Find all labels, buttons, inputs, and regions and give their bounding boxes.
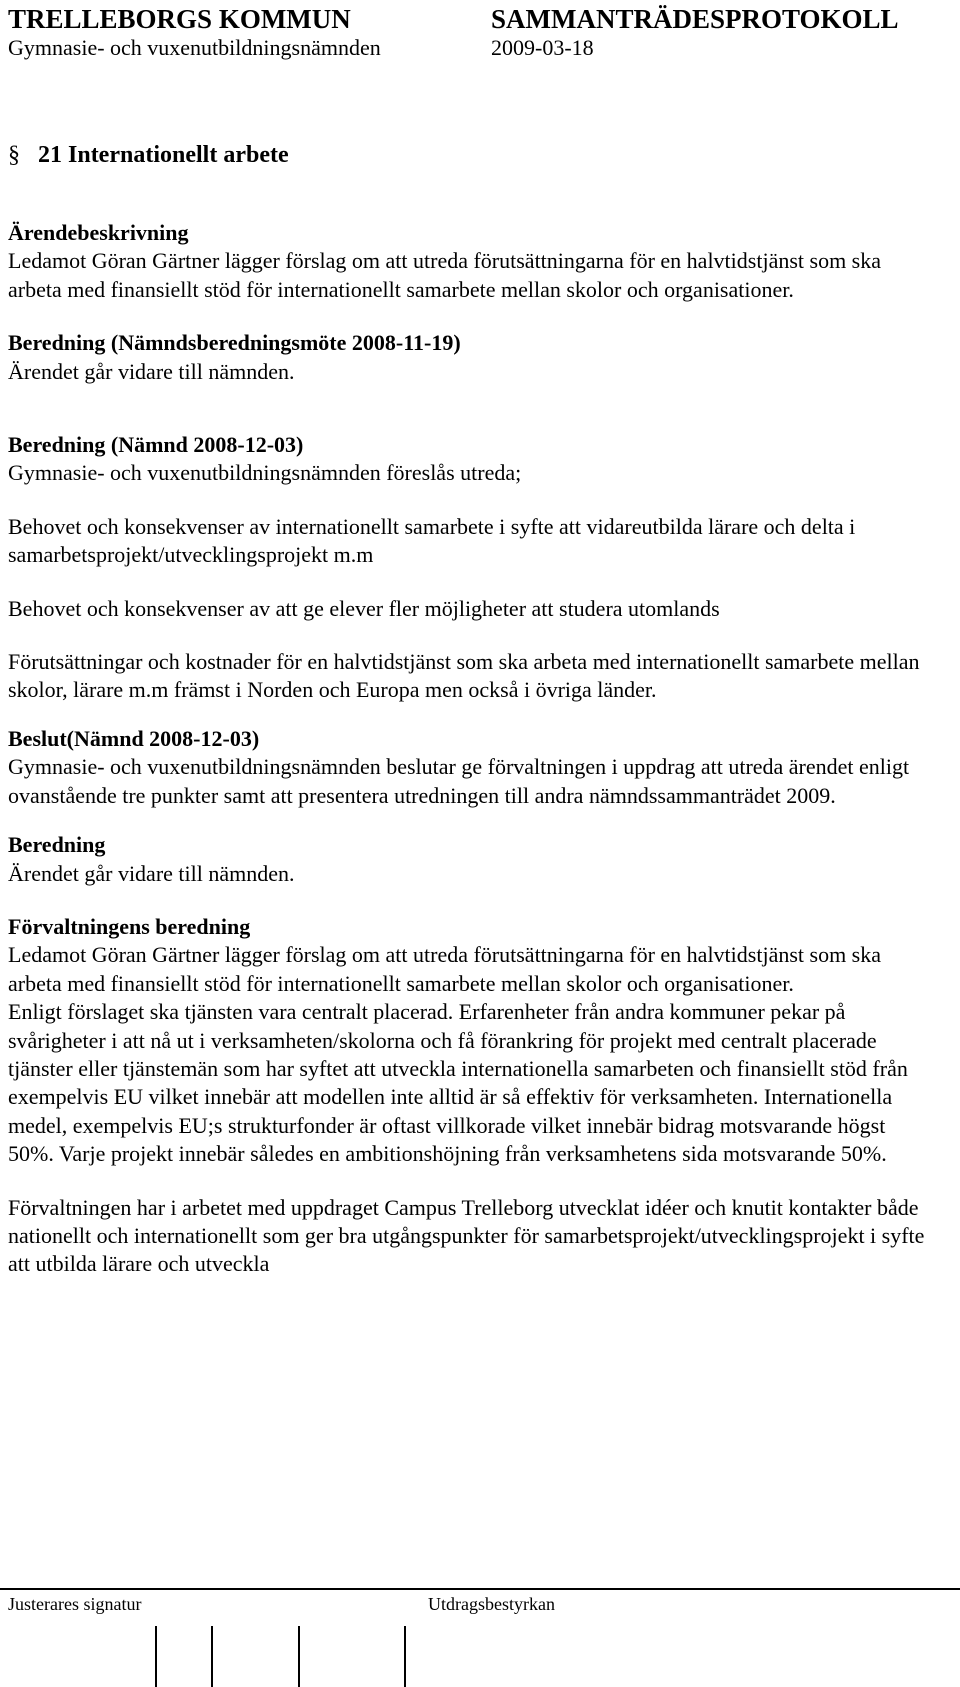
document-type: SAMMANTRÄDESPROTOKOLL: [491, 4, 899, 34]
text-forvaltning-3: Förvaltningen har i arbetet med uppdraget Campus Trelleborg utvecklat idéer och knutit kontakter både nationellt och internationellt som ger bra utgångspunkter för samarbetsprojekt/utvecklingsprojekt i syfte att utbilda lärare och utveckla: [8, 1194, 925, 1277]
section-title-text: 21 Internationellt arbete: [38, 142, 289, 168]
signature-label: Justerares signatur: [8, 1594, 142, 1614]
signature-box-divider: [404, 1626, 406, 1687]
text-forvaltning-1: Ledamot Göran Gärtner lägger förslag om att utreda förutsättningarna för en halvtidstjänst som ska arbeta med finansiellt stöd för internationellt samarbete mellan skolor och organisationer.: [8, 942, 882, 996]
text-forvaltning-2: Enligt förslaget ska tjänsten vara centralt placerad. Erfarenheter från andra kommuner pekar på svårigheter i att nå ut i verksamheten/skolorna och få förankring för projekt med centralt placerade tjänster eller tjänstemän som har syftet att utveckla internationella samarbeten och finansiellt stöd från exempelvis EU vilket innebär att modellen inte alltid är så effektiv för verksamheten. Internationella medel, exempelvis EU;s strukturfonder är oftast villkorade vilket innebär bidrag motsvarande högst 50%. Varje projekt innebär således en ambitionshöjning från verksamhetens sida motsvarande 50%.: [8, 999, 908, 1167]
heading-beslut: Beslut(Nämnd 2008-12-03): [8, 725, 260, 751]
text-beredning-3: Ärendet går vidare till nämnden.: [8, 860, 295, 886]
heading-beredning-3: Beredning: [8, 832, 106, 858]
text-beredning-1: Ärendet går vidare till nämnden.: [8, 358, 295, 384]
paragraph-icon: §: [8, 142, 20, 168]
heading-beredning-2: Beredning (Nämnd 2008-12-03): [8, 432, 304, 458]
heading-arendebeskrivning: Ärendebeskrivning: [8, 220, 189, 245]
text-beredning-2: Gymnasie- och vuxenutbildningsnämnden föreslås utreda;: [8, 460, 522, 486]
meeting-date: 2009-03-18: [491, 35, 594, 60]
document-body: [8, 140, 933, 1279]
signature-box-divider: [211, 1626, 213, 1687]
org-name: TRELLEBORGS KOMMUN: [8, 4, 351, 34]
page-footer: [0, 1588, 960, 1687]
list-item: Behovet och konsekvenser av internationellt samarbete i syfte att vidareutbilda lärare och delta i samarbetsprojekt/utvecklingsprojekt m.m: [8, 513, 856, 568]
text-arendebeskrivning: Ledamot Göran Gärtner lägger förslag om att utreda förutsättningarna för en halvtidstjänst som ska arbeta med finansiellt stöd för internationellt samarbete mellan skolor och organisationer.: [8, 248, 882, 302]
list-item: Behovet och konsekvenser av att ge elever fler möjligheter att studera utomlands: [8, 595, 720, 621]
footer-rule: [0, 1588, 960, 1590]
signature-box-divider: [298, 1626, 300, 1687]
heading-beredning-1: Beredning (Nämndsberedningsmöte 2008-11-19): [8, 330, 461, 356]
list-item: Förutsättningar och kostnader för en halvtidstjänst som ska arbeta med internationellt samarbete mellan skolor, lärare m.m främst i Norden och Europa men också i övriga länder.: [8, 649, 920, 703]
extract-certification-label: Utdragsbestyrkan: [428, 1594, 555, 1614]
section-title: [8, 140, 933, 170]
text-beslut: Gymnasie- och vuxenutbildningsnämnden beslutar ge förvaltningen i uppdrag att utreda ärendet enligt ovanstående tre punkter samt att presentera utredningen till andra nämndssammanträdet 2009.: [8, 754, 910, 808]
heading-forvaltningens-beredning: Förvaltningens beredning: [8, 913, 251, 939]
board-name: Gymnasie- och vuxenutbildningsnämnden: [8, 35, 381, 60]
signature-box-divider: [155, 1626, 157, 1687]
